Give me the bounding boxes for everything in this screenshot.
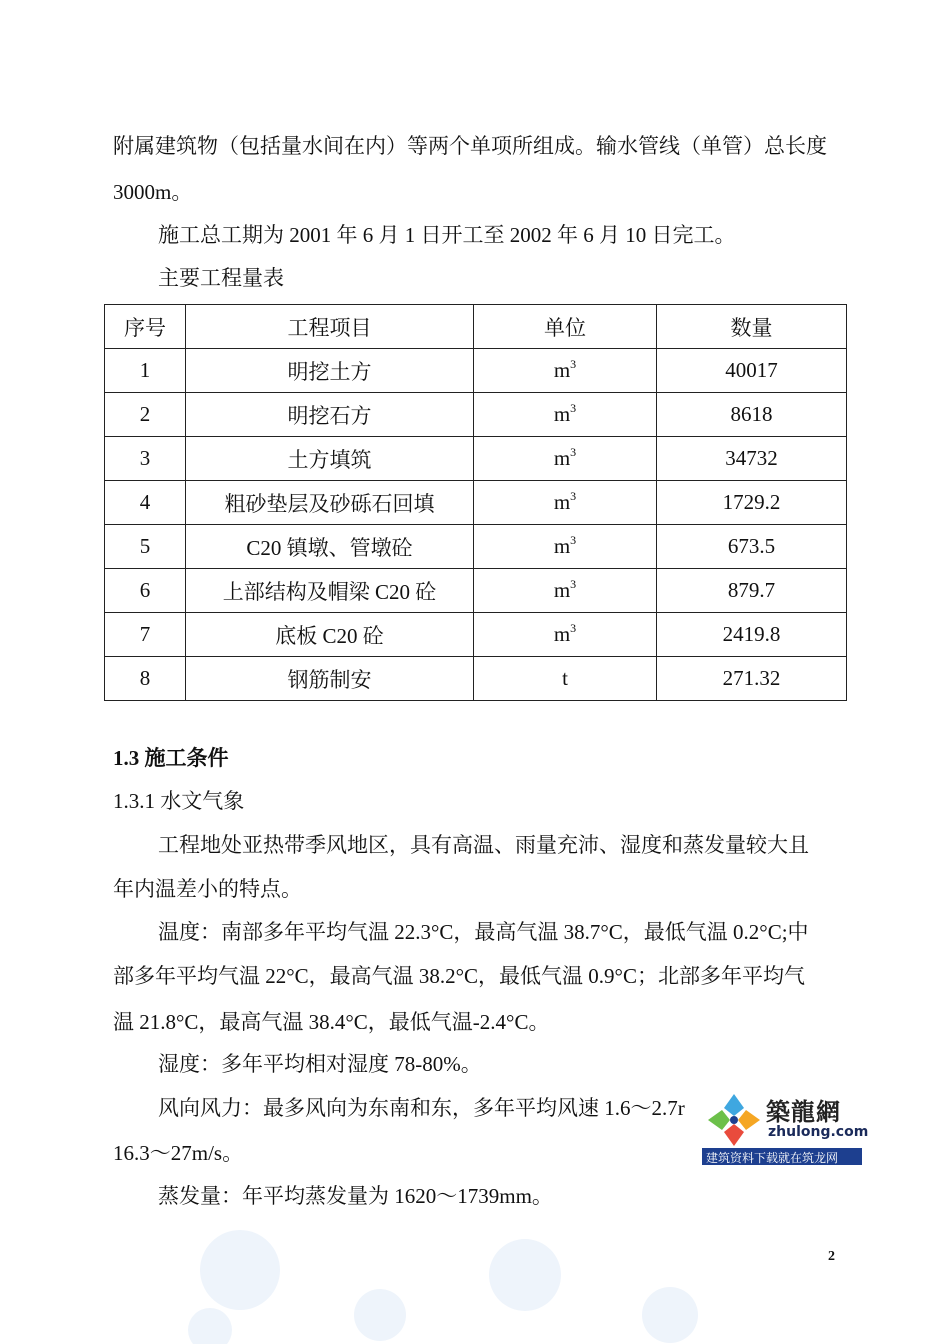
paragraph-line: 蒸发量：年平均蒸发量为 1620～1739mm。 bbox=[158, 1184, 553, 1208]
paragraph-line: 3000m。 bbox=[113, 180, 193, 204]
header-cell: 序号 bbox=[105, 305, 186, 349]
paragraph-line: 年内温差小的特点。 bbox=[113, 877, 302, 901]
row-number-cell: 1 bbox=[105, 349, 186, 393]
logo-slogan: 建筑资料下载就在筑龙网 bbox=[706, 1151, 839, 1165]
quantity-cell: 40017 bbox=[657, 349, 847, 393]
item-cell: 钢筋制安 bbox=[186, 657, 474, 701]
unit-superscript: 3 bbox=[570, 357, 577, 371]
quantity-cell: 8618 bbox=[657, 393, 847, 437]
paragraph-line: 温 21.8°C，最高气温 38.4°C，最低气温-2.4°C。 bbox=[113, 1010, 550, 1034]
row-number-cell: 6 bbox=[105, 569, 186, 613]
table-row bbox=[105, 349, 847, 393]
quantity-cell: 34732 bbox=[657, 437, 847, 481]
header-cell: 工程项目 bbox=[186, 305, 474, 349]
row-number-cell: 5 bbox=[105, 525, 186, 569]
logo-pinwheel-icon bbox=[704, 1090, 764, 1150]
page-number: 2 bbox=[828, 1249, 835, 1264]
item-cell: 明挖石方 bbox=[186, 393, 474, 437]
unit-cell: $m^3$ bbox=[474, 437, 657, 481]
table-row bbox=[105, 657, 847, 701]
item-cell: 粗砂垫层及砂砾石回填 bbox=[186, 481, 474, 525]
logo-name: 築龍網 bbox=[766, 1098, 841, 1126]
item-cell: C20 镇墩、管墩砼 bbox=[186, 525, 474, 569]
paragraph-line: 16.3～27m/s。 bbox=[113, 1141, 244, 1165]
snowflake-watermark-icon bbox=[0, 1220, 950, 1344]
row-number-cell: 4 bbox=[105, 481, 186, 525]
logo-url: zhulong.com bbox=[768, 1124, 869, 1140]
unit-cell: $m^3$ bbox=[474, 393, 657, 437]
item-cell: 土方填筑 bbox=[186, 437, 474, 481]
table-row bbox=[105, 613, 847, 657]
row-number-cell: 8 bbox=[105, 657, 186, 701]
item-cell: 明挖土方 bbox=[186, 349, 474, 393]
table-row bbox=[105, 393, 847, 437]
unit-superscript: 3 bbox=[570, 401, 577, 415]
header-cell: 数量 bbox=[657, 305, 847, 349]
item-cell: 上部结构及帽梁 C20 砼 bbox=[186, 569, 474, 613]
unit-cell: $m^3$ bbox=[474, 569, 657, 613]
schedule-paragraph: 施工总工期为 2001 年 6 月 1 日开工至 2002 年 6 月 10 日完工。 bbox=[158, 223, 736, 247]
unit-cell: $m^3$ bbox=[474, 481, 657, 525]
unit-superscript: 3 bbox=[570, 533, 577, 547]
paragraph-line: 附属建筑物（包括量水间在内）等两个单项所组成。输水管线（单管）总长度 bbox=[113, 134, 827, 158]
quantities-table bbox=[104, 304, 847, 701]
subsection-heading: 1.3.1 水文气象 bbox=[113, 789, 245, 813]
table-row bbox=[105, 481, 847, 525]
unit-cell: $m^3$ bbox=[474, 525, 657, 569]
paragraph-line: 部多年平均气温 22°C，最高气温 38.2°C，最低气温 0.9°C；北部多年平均气 bbox=[113, 964, 805, 988]
section-heading: 1.3 施工条件 bbox=[113, 746, 229, 770]
unit-cell: t bbox=[474, 657, 657, 701]
table-row bbox=[105, 525, 847, 569]
unit-superscript: 3 bbox=[570, 577, 577, 591]
paragraph-line: 工程地处亚热带季风地区，具有高温、雨量充沛、湿度和蒸发量较大且 bbox=[158, 833, 809, 857]
unit-cell: $m^3$ bbox=[474, 613, 657, 657]
table-title: 主要工程量表 bbox=[158, 266, 284, 290]
quantity-cell: 1729.2 bbox=[657, 481, 847, 525]
header-cell: 单位 bbox=[474, 305, 657, 349]
paragraph-line: 温度：南部多年平均气温 22.3°C，最高气温 38.7°C，最低气温 0.2°C;中 bbox=[158, 920, 809, 944]
quantity-cell: 2419.8 bbox=[657, 613, 847, 657]
table-row bbox=[105, 569, 847, 613]
row-number-cell: 7 bbox=[105, 613, 186, 657]
unit-cell: $m^3$ bbox=[474, 349, 657, 393]
paragraph-line: 湿度：多年平均相对湿度 78-80%。 bbox=[158, 1052, 482, 1076]
quantity-cell: 271.32 bbox=[657, 657, 847, 701]
quantity-cell: 673.5 bbox=[657, 525, 847, 569]
unit-superscript: 3 bbox=[570, 445, 577, 459]
row-number-cell: 3 bbox=[105, 437, 186, 481]
unit-superscript: 3 bbox=[570, 621, 577, 635]
paragraph-line: 风向风力：最多风向为东南和东，多年平均风速 1.6～2.7r bbox=[158, 1096, 685, 1120]
table-header-row bbox=[105, 305, 847, 349]
unit-superscript: 3 bbox=[570, 489, 577, 503]
quantity-cell: 879.7 bbox=[657, 569, 847, 613]
table-row bbox=[105, 437, 847, 481]
row-number-cell: 2 bbox=[105, 393, 186, 437]
zhulong-logo bbox=[702, 1088, 869, 1165]
item-cell: 底板 C20 砼 bbox=[186, 613, 474, 657]
